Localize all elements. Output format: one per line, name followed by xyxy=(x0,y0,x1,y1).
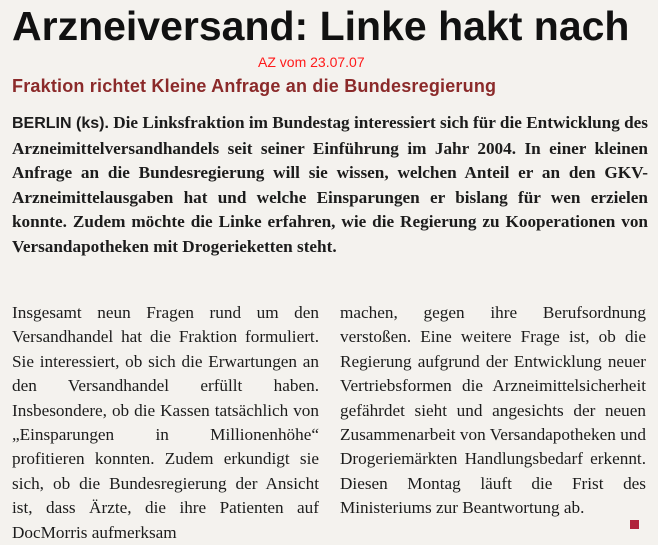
lead-paragraph xyxy=(12,111,648,259)
lead-text: Die Linksfraktion im Bundestag interessiert sich für die Entwicklung des Arzneimittelversandhandels seit seiner Einführung im Jahr 2004. In einer kleinen Anfrage an die Bundesregierung will sie wissen, welchen Anteil er an den GKV-Arzneimittelausgaben hat und welche Einsparungen er bislang für wen erzielen konnte. Zudem möchte die Linke erfahren, wie die Regierung zu Kooperationen von Versandapotheken mit Drogerieketten steht. xyxy=(12,113,648,256)
subheadline: Fraktion richtet Kleine Anfrage an die Bundesregierung xyxy=(12,76,497,96)
date-stamp: AZ vom 23.07.07 xyxy=(258,54,365,70)
article-end-mark xyxy=(630,520,639,529)
body-column-right: machen, gegen ihre Berufsordnung verstoßen. Eine weitere Frage ist, ob die Regierung aufgrund der Entwicklung neuer Vertriebsformen die Arzneimittelsicherheit gefährdet sieht und angesichts der neuen Zusammenarbeit von Versandapotheken und Drogeriemärkten Handlungsbedarf erkennt. Diesen Montag läuft die Frist des Ministeriums zur Beantwortung ab. xyxy=(340,303,646,518)
headline: Arzneiversand: Linke hakt nach xyxy=(12,3,630,49)
dateline: BERLIN (ks). xyxy=(12,115,109,132)
body-column-left: Insgesamt neun Fragen rund um den Versandhandel hat die Fraktion formuliert. Sie interessiert, ob sich die Erwartungen an den Versandhandel erfüllt haben. Insbesondere, ob die Kassen tatsächlich von „Einsparungen in Millionenhöhe“ profitieren konnten. Zudem erkundigt sie sich, ob die Bundesregierung der Ansicht ist, dass Ärzte, die ihre Patienten auf DocMorris aufmerksam xyxy=(12,303,319,542)
